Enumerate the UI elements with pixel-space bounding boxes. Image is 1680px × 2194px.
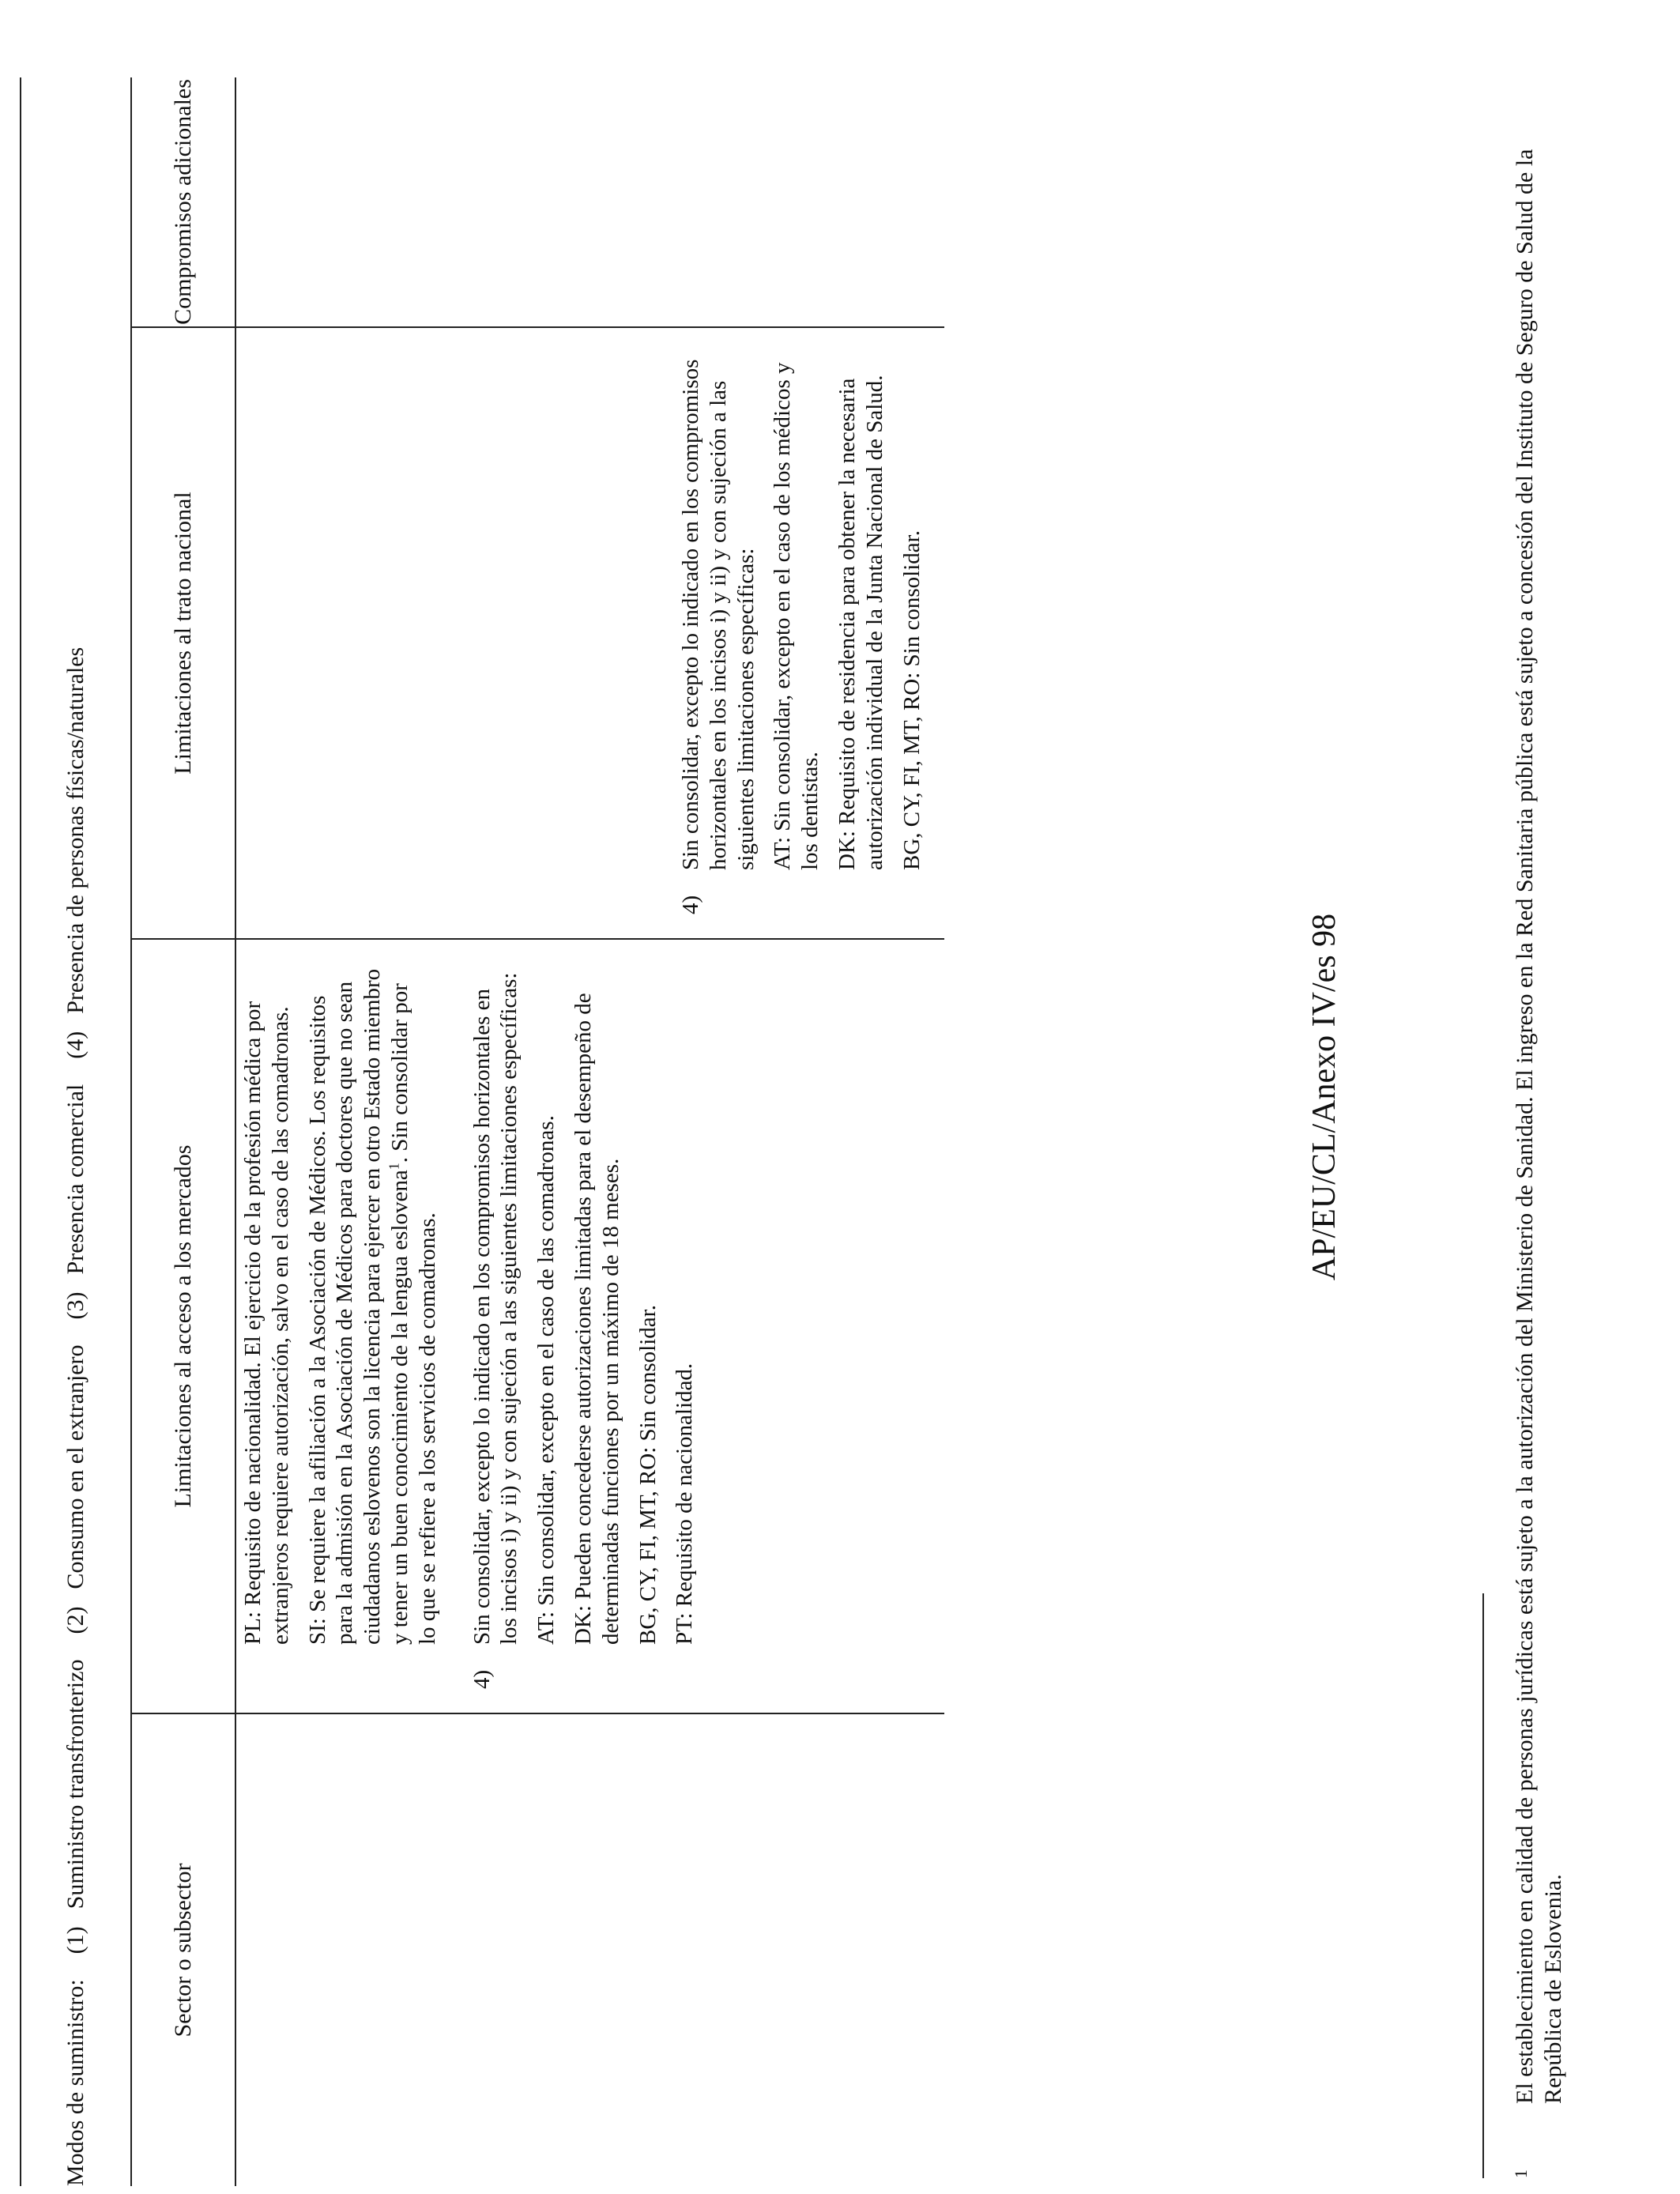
footnote (1511, 84, 1568, 2178)
mode-4-label: 4) (678, 895, 703, 914)
national-treatment-item: DK: Requisito de residencia para obtener la necesaria autorización individual de la Junta Nacional de Salud. (834, 375, 887, 870)
mode-4-national-treatment (677, 352, 935, 914)
column-header-market-access: Limitaciones al acceso a los mercados (131, 939, 235, 1713)
column-header-additional-commitments: Compromisos adicionales (131, 77, 235, 327)
market-access-item: PT: Requisito de nacionalidad. (672, 1363, 698, 1645)
modes-label: Modos de suministro: (62, 1979, 89, 2186)
market-access-item: AT: Sin consolidar, excepto en el caso de las comadronas. (533, 1115, 559, 1645)
national-treatment-item: BG, CY, FI, MT, RO: Sin consolidar. (898, 530, 925, 870)
mode-2-name: Consumo en el extranjero (62, 1344, 89, 1589)
market-access-pl: PL: Requisito de nacionalidad. El ejercicio de la profesión médica por extranjeros requiere autorización, salvo en el caso de las comadronas. (240, 1001, 293, 1645)
footnote-mark: 1 (1511, 2169, 1531, 2178)
market-access-cell (235, 939, 944, 1713)
column-header-row (131, 77, 235, 2186)
footnote-divider (1482, 1593, 1484, 2178)
supply-modes-row (20, 77, 130, 2186)
commitments-table (130, 77, 944, 2186)
mode-4-number: (4) (62, 1031, 89, 1059)
mode-1-number: (1) (62, 1926, 89, 1955)
market-access-item: BG, CY, FI, MT, RO: Sin consolidar. (635, 1305, 661, 1645)
additional-commitments-cell (235, 77, 944, 327)
mode-3-number: (3) (62, 1291, 89, 1320)
national-treatment-cell (235, 327, 944, 939)
column-header-sector: Sector o subsector (131, 1713, 235, 2186)
column-header-national-treatment: Limitaciones al trato nacional (131, 327, 235, 939)
mode-4-market-access (469, 963, 709, 1689)
mode-3-name: Presencia comercial (62, 1084, 89, 1275)
footnote-reference: 1 (386, 1163, 402, 1171)
market-access-item: DK: Pueden concederse autorizaciones limitadas para el desempeño de determinadas funciones por un máximo de 18 meses. (570, 993, 623, 1645)
mode-4-label: 4) (469, 1669, 495, 1689)
national-treatment-item: AT: Sin consolidar, excepto en el caso de los médicos y los dentistas. (770, 362, 823, 870)
sector-cell (235, 1713, 944, 2186)
footnote-text: El establecimiento en calidad de personas jurídicas está sujeto a la autorización del Ministerio de Sanidad. El ingreso en la Red Sanitaria pública está sujeto a concesión del Instituto de Seguro de Salud de la República de Eslovenia. (1512, 149, 1566, 2104)
table-row (235, 77, 944, 2186)
market-access-item: Sin consolidar, excepto lo indicado en los compromisos horizontales en los incisos i) y ii) y con sujeción a las siguientes limitaciones específicas: (469, 972, 522, 1645)
mode-1-name: Suministro transfronterizo (62, 1659, 89, 1909)
mode-4-name: Presencia de personas físicas/naturales (62, 647, 89, 1014)
document-reference: AP/EU/CL/Anexo IV/es 98 (1306, 913, 1343, 1281)
market-access-si: SI: Se requiere la afiliación a la Asociación de Médicos. Los requisitos para la admisión en la Asociación de Médicos para doctores que no sean ciudadanos eslovenos son la licencia para ejercer en otro Estado miembro y tener un buen conocimiento de la lengua eslovena$^1$. Sin consolidar por lo que se refiere a los servicios de comadronas. (304, 968, 440, 1645)
commitments-schedule (20, 77, 944, 2186)
national-treatment-item: Sin consolidar, excepto lo indicado en los compromisos horizontales en los incisos i) y ii) y con sujeción a las siguientes limitaciones específicas: (678, 359, 759, 870)
mode-2-number: (2) (62, 1606, 89, 1634)
